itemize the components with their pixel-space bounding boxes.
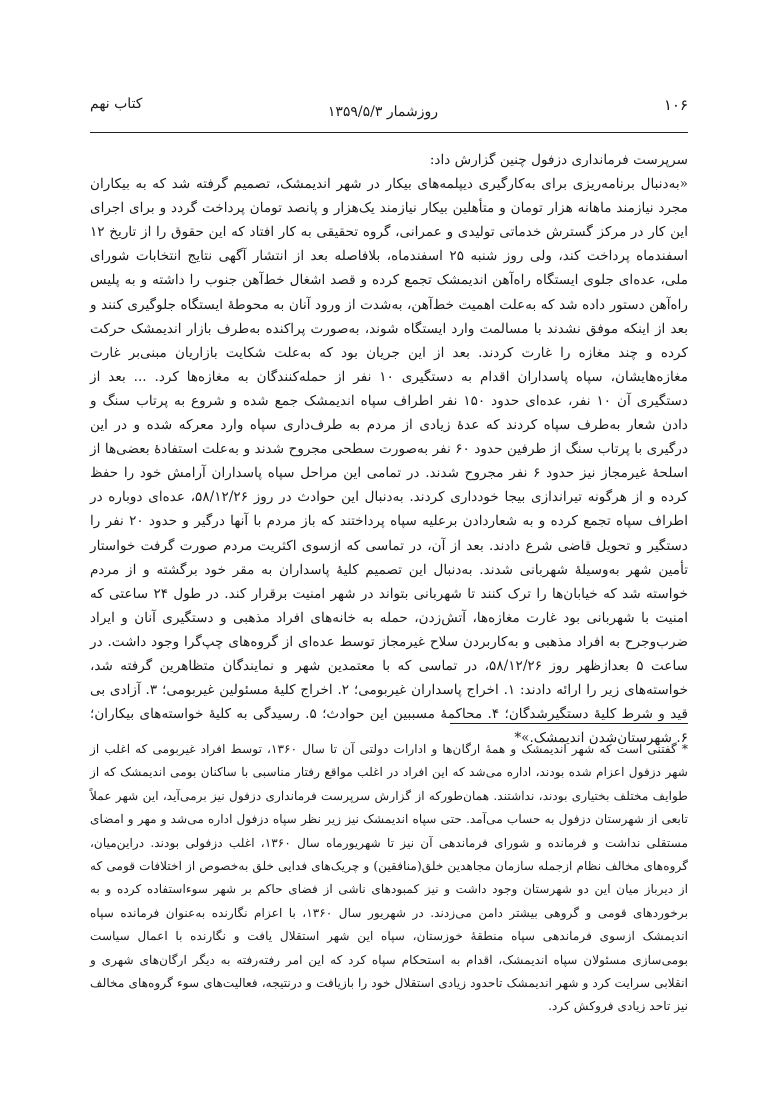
report-quote: «به‌دنبال برنامه‌ریزی برای به‌کارگیری دیپلمه‌های بیکار در شهر اندیمشک، تصمیم گرفته شد که به بیکاران مجرد نیازمند ماهانه هزار تومان و متأهلین بیکار نیازمند یک‌هزار و پانصد تومان پرداخت گردد و برای اجرای این کار در مرکز گسترش خدماتی تولیدی و عمرانی، گروه تحقیقی به کار افتاد که این حقوق را از تاریخ ۱۲ اسفندماه پرداخت کند، ولی روز شنبه ۲۵ اسفندماه، بلافاصله بعد از انتشار آگهی نتایج انتخابات شورای ملی، عده‌ای جلوی ایستگاه راه‌آهن اندیمشک تجمع کرده و قصد اشغال خط‌آهن جنوب را داشته و به پلیس راه‌آهن دستور داده شد که به‌علت اهمیت خط‌آهن، به‌شدت از ورود آنان به محوطهٔ ایستگاه جلوگیری کنند و بعد از اینکه موفق نشدند با مسالمت وارد ایستگاه شوند، به‌صورت پراکنده به‌طرف بازار اندیمشک حرکت کرده و چند مغازه را غارت کردند. بعد از این جریان بود که به‌علت شکایت بازاریان مبنی‌بر غارت مغازه‌هایشان، سپاه پاسداران اقدام به دستگیری ۱۰ نفر از حمله‌کنندگان به مغازه‌ها کرد. ... بعد از دستگیری آن ۱۰ نفر، عده‌ای حدود ۱۵۰ نفر اطراف سپاه اندیمشک جمع شده و شروع به پرتاب سنگ و دادن شعار به‌طرف سپاه کردند که عدهٔ زیادی از مردم به طرف‌داری سپاه وارد معرکه شده و در این درگیری با پرتاب سنگ از طرفین حدود ۶۰ نفر به‌صورت سطحی مجروح شدند و به‌علت استفادهٔ بعضی‌ها از اسلحهٔ غیرمجاز نیز حدود ۶ نفر مجروح شدند. در تمامی این مراحل سپاه پاسداران آرامش خود را حفظ کرده و از هرگونه تیراندازی بیجا خودداری کردند. به‌دنبال این حوادث در روز ۵۸/۱۲/۲۶، عده‌ای دوباره در اطراف سپاه تجمع کرده و به شعاردادن برعلیه سپاه پرداختند که باز مردم با آنها درگیر و حدود ۲۰ نفر را دستگیر و تحویل قاضی شرع دادند. بعد از آن، در تماسی که ازسوی اکثریت مردم صورت گرفت خواستار تأمین شهر به‌وسیلهٔ شهربانی شدند. به‌دنبال این تصمیم کلیهٔ پاسداران به مقر خود برگشته و از مردم خواسته شد که خیابان‌ها را ترک کنند تا شهربانی بتواند در شهر امنیت برقرار کند. در طول ۲۴ ساعتی که امنیت با شهربانی بود غارت مغازه‌ها، آتش‌زدن، حمله به خانه‌های افراد مذهبی و دستگیری آنان و ایراد ضرب‌وجرح به افراد مذهبی و به‌کاربردن سلاح غیرمجاز توسط عده‌ای از گروه‌های چپ‌گرا وجود داشت. در ساعت ۵ بعدازظهر روز ۵۸/۱۲/۲۶، در تماسی که با معتمدین شهر و نمایندگان متظاهرین گرفته شد، خواسته‌های زیر را ارائه دادند: ۱. اخراج پاسداران غیربومی؛ ۲. اخراج کلیهٔ مسئولین غیربومی؛ ۳. آزادی بی قید و شرط کلیهٔ دستگیرشدگان؛ ۴. محاکمهٔ مسببین این حوادث؛ ۵. رسیدگی به کلیهٔ خواسته‌های بیکاران؛ ۶. شهرستان‌شدن اندیمشک.»* [90, 176, 689, 747]
page-number: ۱۰۶ [663, 96, 688, 114]
report-intro: سرپرست فرمانداری دزفول چنین گزارش داد: [429, 152, 688, 168]
footnote-text: * گفتنی است که شهر اندیمشک و همهٔ ارگان‌ها و ادارات دولتی آن تا سال ۱۳۶۰، توسط افراد غیربومی که اغلب از شهر دزفول اعزام شده بودند، اداره می‌شد که این افراد در اغلب مواقع رفتار مناسبی با ساکنان بومی اندیمشک که از طوایف مختلف بختیاری بودند، نداشتند. همان‌طورکه از گزارش سرپرست فرمانداری دزفول نیز برمی‌آید، این شهر عملاً تابعی از شهرستان دزفول به حساب می‌آمد. حتی سپاه اندیمشک نیز زیر نظر سپاه دزفول اداره می‌شد و مهر و امضای مستقلی نداشت و فرمانده و شورای فرماندهی آن نیز تا شهریورماه سال ۱۳۶۰، اغلب دزفولی بودند. دراین‌میان، گروه‌های مخالف نظام ازجمله سازمان مجاهدین خلق(منافقین) و چریک‌های فدایی خلق به‌خصوص از اختلافات قومی که از دیرباز میان این دو شهرستان وجود داشت و نیز کمبودهای ناشی از فضای حاکم بر شهر سوءاستفاده کرده و به برخوردهای قومی و گروهی بیشتر دامن می‌زدند. در شهریور سال ۱۳۶۰، با اعزام نگارنده به‌عنوان فرمانده سپاه اندیمشک ازسوی فرماندهی سپاه منطقهٔ خوزستان، سپاه این شهر استقلال یافت و نگارنده با اعمال سیاست بومی‌سازی مسئولان سپاه اندیمشک، اقدام به استحکام سپاه کرد که این امر رفته‌رفته به دیگر ارگان‌های شهری و انقلابی سرایت کرد و شهر اندیمشک تاحدود زیادی استقلال خود را بازیافت و درنتیجه، فعالیت‌های سوء گروه‌های مخالف نیز تاحد زیادی فروکش کرد. [90, 742, 688, 1014]
footnote [90, 738, 688, 1019]
book-title: کتاب نهم [90, 96, 143, 112]
header-rule [90, 132, 688, 133]
footnote-rule [450, 723, 688, 724]
main-text [90, 148, 688, 750]
running-date: روزشمار ۱۳۵۹/۵/۳ [327, 104, 438, 120]
page-header [90, 92, 688, 122]
